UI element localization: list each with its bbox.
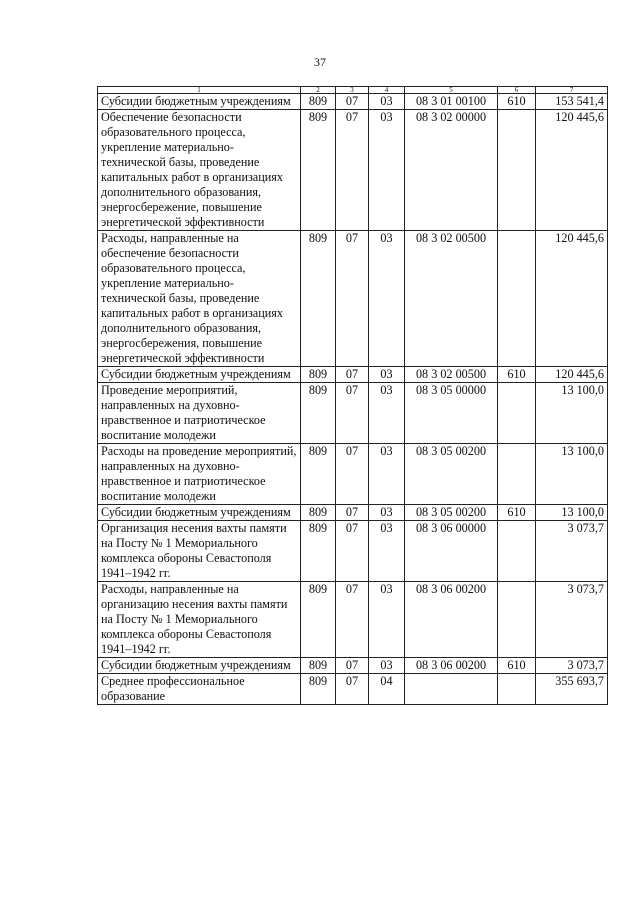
ministry-code: 809: [301, 582, 336, 658]
subsection-code: 04: [369, 674, 405, 705]
target-article-code: 08 3 05 00200: [405, 505, 498, 521]
section-code: 07: [336, 674, 369, 705]
line-item-name: Расходы, направленные на обеспечение безопасности образовательного процесса, укрепление материально-технической базы, проведение капитальных работ в организациях дополнительного образования, энергосбережения, повышение энергетической эффективности: [98, 231, 301, 367]
amount: 153 541,4: [536, 94, 608, 110]
amount: 120 445,6: [536, 367, 608, 383]
table-row: [98, 674, 608, 705]
expense-type-code: [498, 231, 536, 367]
table-row: [98, 110, 608, 231]
expense-type-code: [498, 521, 536, 582]
table-row: [98, 505, 608, 521]
target-article-code: 08 3 02 00500: [405, 367, 498, 383]
amount: 13 100,0: [536, 383, 608, 444]
section-code: 07: [336, 582, 369, 658]
target-article-code: 08 3 02 00500: [405, 231, 498, 367]
amount: 13 100,0: [536, 505, 608, 521]
column-header: 4: [369, 87, 405, 94]
table-row: [98, 383, 608, 444]
table-row: [98, 582, 608, 658]
expense-type-code: 610: [498, 367, 536, 383]
line-item-name: Расходы, направленные на организацию несения вахты памяти на Посту № 1 Мемориального комплекса обороны Севастополя 1941–1942 гг.: [98, 582, 301, 658]
expense-type-code: 610: [498, 94, 536, 110]
section-code: 07: [336, 521, 369, 582]
table-row: [98, 521, 608, 582]
target-article-code: 08 3 01 00100: [405, 94, 498, 110]
amount: 3 073,7: [536, 582, 608, 658]
ministry-code: 809: [301, 231, 336, 367]
subsection-code: 03: [369, 231, 405, 367]
expense-type-code: [498, 582, 536, 658]
amount: 120 445,6: [536, 110, 608, 231]
line-item-name: Организация несения вахты памяти на Посту № 1 Мемориального комплекса обороны Севастополя 1941–1942 гг.: [98, 521, 301, 582]
section-code: 07: [336, 110, 369, 231]
section-code: 07: [336, 94, 369, 110]
ministry-code: 809: [301, 505, 336, 521]
expense-type-code: [498, 110, 536, 231]
expense-type-code: 610: [498, 505, 536, 521]
subsection-code: 03: [369, 367, 405, 383]
section-code: 07: [336, 505, 369, 521]
section-code: 07: [336, 383, 369, 444]
line-item-name: Субсидии бюджетным учреждениям: [98, 658, 301, 674]
ministry-code: 809: [301, 383, 336, 444]
expense-type-code: [498, 674, 536, 705]
ministry-code: 809: [301, 367, 336, 383]
subsection-code: 03: [369, 94, 405, 110]
section-code: 07: [336, 444, 369, 505]
amount: 120 445,6: [536, 231, 608, 367]
target-article-code: 08 3 05 00000: [405, 383, 498, 444]
line-item-name: Субсидии бюджетным учреждениям: [98, 367, 301, 383]
target-article-code: 08 3 02 00000: [405, 110, 498, 231]
table-row: [98, 658, 608, 674]
subsection-code: 03: [369, 444, 405, 505]
header-row: [98, 87, 608, 94]
ministry-code: 809: [301, 444, 336, 505]
ministry-code: 809: [301, 521, 336, 582]
subsection-code: 03: [369, 505, 405, 521]
budget-table: [97, 86, 608, 705]
subsection-code: 03: [369, 582, 405, 658]
table-row: [98, 94, 608, 110]
expense-type-code: [498, 383, 536, 444]
ministry-code: 809: [301, 110, 336, 231]
ministry-code: 809: [301, 674, 336, 705]
column-header: 2: [301, 87, 336, 94]
line-item-name: Расходы на проведение мероприятий, направленных на духовно-нравственное и патриотическое воспитание молодежи: [98, 444, 301, 505]
subsection-code: 03: [369, 658, 405, 674]
line-item-name: Обеспечение безопасности образовательного процесса, укрепление материально-технической базы, проведение капитальных работ в организациях дополнительного образования, энергосбережение, повышение энергетической эффективности: [98, 110, 301, 231]
section-code: 07: [336, 231, 369, 367]
subsection-code: 03: [369, 521, 405, 582]
target-article-code: 08 3 06 00000: [405, 521, 498, 582]
amount: 13 100,0: [536, 444, 608, 505]
column-header: 1: [98, 87, 301, 94]
line-item-name: Проведение мероприятий, направленных на духовно-нравственное и патриотическое воспитание молодежи: [98, 383, 301, 444]
target-article-code: 08 3 06 00200: [405, 582, 498, 658]
target-article-code: [405, 674, 498, 705]
target-article-code: 08 3 05 00200: [405, 444, 498, 505]
amount: 3 073,7: [536, 658, 608, 674]
subsection-code: 03: [369, 383, 405, 444]
target-article-code: 08 3 06 00200: [405, 658, 498, 674]
column-header: 5: [405, 87, 498, 94]
ministry-code: 809: [301, 658, 336, 674]
line-item-name: Среднее профессиональное образование: [98, 674, 301, 705]
amount: 355 693,7: [536, 674, 608, 705]
line-item-name: Субсидии бюджетным учреждениям: [98, 505, 301, 521]
line-item-name: Субсидии бюджетным учреждениям: [98, 94, 301, 110]
column-header: 6: [498, 87, 536, 94]
table-row: [98, 444, 608, 505]
amount: 3 073,7: [536, 521, 608, 582]
section-code: 07: [336, 658, 369, 674]
section-code: 07: [336, 367, 369, 383]
column-header: 3: [336, 87, 369, 94]
table-row: [98, 367, 608, 383]
expense-type-code: 610: [498, 658, 536, 674]
table-row: [98, 231, 608, 367]
ministry-code: 809: [301, 94, 336, 110]
column-header: 7: [536, 87, 608, 94]
expense-type-code: [498, 444, 536, 505]
page-number: 37: [314, 55, 326, 69]
subsection-code: 03: [369, 110, 405, 231]
